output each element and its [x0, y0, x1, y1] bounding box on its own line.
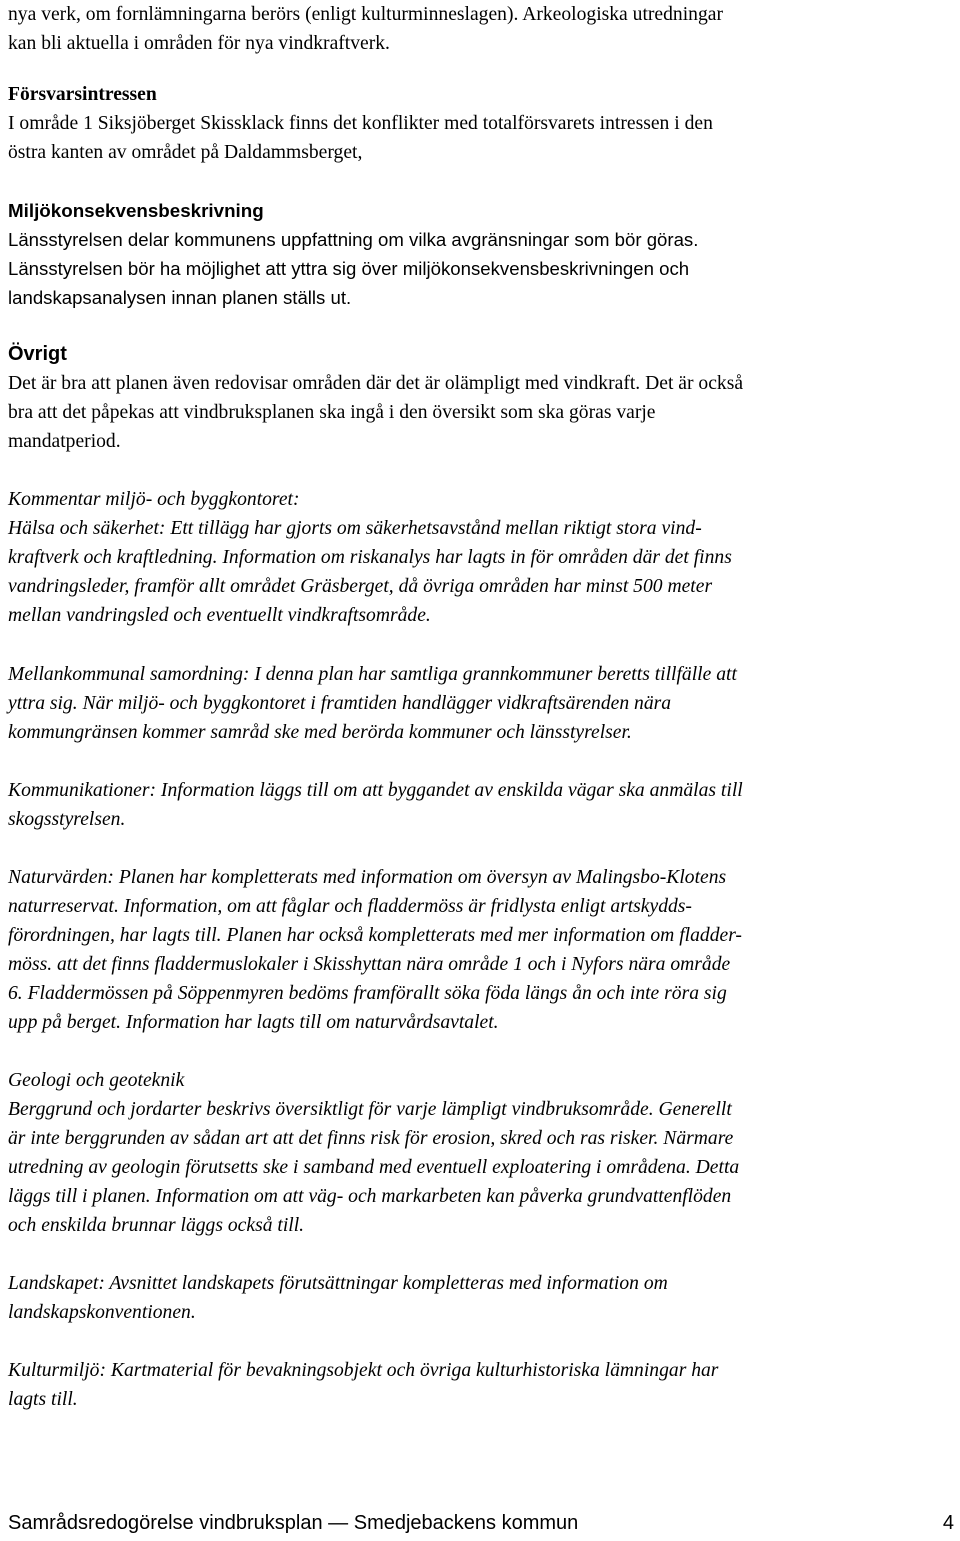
mellankommunal-paragraph: Mellankommunal samordning: I denna plan har samtliga grannkommuner beretts tillfälle att yttra sig. När miljö- och byggkontoret i framtiden handlägger vidkraftsärenden nära kommungränsen kommer samråd ske med berörda kommuner och länsstyrelser. [8, 664, 737, 743]
footer-title: Samrådsredogörelse vindbruksplan — Smedjebackens kommun [8, 1512, 579, 1534]
intro-paragraph: nya verk, om fornlämningarna berörs (enligt kulturminneslagen). Arkeologiska utredningar kan bli aktuella i områden för nya vindkraftverk. [8, 4, 723, 54]
kommentar-halsa-paragraph: Hälsa och säkerhet: Ett tillägg har gjorts om säkerhetsavstånd mellan riktigt stora vind- kraftverk och kraftledning. Information om riskanalys har lagts in för områden där det finns vandringsleder, framför allt området Gräsberget, då övriga områden har minst 500 meter mellan vandringsled och eventuellt vindkraftsområde. [8, 518, 732, 626]
forsvar-paragraph: I område 1 Siksjöberget Skissklack finns det konflikter med totalförsvarets intressen i den östra kanten av området på Daldammsberget, [8, 113, 713, 163]
geologi-section [8, 1066, 739, 1240]
ovrigt-section [8, 340, 743, 456]
forsvar-heading: Försvarsintressen [8, 84, 157, 105]
naturvarden-section [8, 863, 742, 1037]
landskapet-section [8, 1269, 668, 1327]
page-number: 4 [942, 1512, 954, 1534]
ovrigt-heading: Övrigt [8, 343, 67, 365]
kommunikationer-paragraph: Kommunikationer: Information läggs till om att byggandet av enskilda vägar ska anmälas till skogsstyrelsen. [8, 780, 743, 830]
page-footer [8, 1509, 954, 1538]
forsvar-section [8, 80, 713, 167]
landskapet-paragraph: Landskapet: Avsnittet landskapets förutsättningar kompletteras med information om landskapskonventionen. [8, 1273, 668, 1323]
geologi-heading: Geologi och geoteknik [8, 1070, 185, 1091]
ovrigt-paragraph: Det är bra att planen även redovisar områden där det är olämpligt med vindkraft. Det är också bra att det påpekas att vindbruksplanen ska ingå i den översikt som ska göras varje mandatperiod. [8, 373, 744, 452]
geologi-paragraph: Berggrund och jordarter beskrivs översiktligt för varje lämpligt vindbruksområde. Generellt är inte berggrunden av sådan art att det finns risk för erosion, skred och ras risker. Närmare utredning av geologin förutsetts ske i samband med eventuell exploatering i områdena. Detta läggs till i planen. Information om att väg- och markarbeten kan påverka grundvattenflöden och enskilda brunnar läggs också till. [8, 1099, 740, 1236]
kommentar-heading: Kommentar miljö- och byggkontoret: [8, 489, 300, 510]
kommentar-section [8, 485, 732, 630]
intro-section [8, 0, 723, 58]
naturvarden-paragraph: Naturvärden: Planen har kompletterats med information om översyn av Malingsbo-Klotens naturreservat. Information, om att fåglar och fladdermöss är fridlysta enligt artskydds- förordningen, har lagts till. Planen har också kompletterats med mer information om fladder- möss. att det finns fladdermuslokaler i Skisshyttan nära område 1 och i Nyfors nära område 6. Fladdermössen på Söppenmyren bedöms framförallt söka föda längs ån och inte röra sig upp på berget. Information har lagts till om naturvårdsavtalet. [8, 867, 742, 1033]
kulturmiljo-paragraph: Kulturmiljö: Kartmaterial för bevakningsobjekt och övriga kulturhistoriska lämningar har lagts till. [8, 1360, 719, 1410]
mkb-section [8, 196, 698, 312]
kommunikationer-section [8, 776, 743, 834]
mellankommunal-section [8, 660, 737, 747]
kulturmiljo-section [8, 1356, 718, 1414]
mkb-paragraph: Länsstyrelsen delar kommunens uppfattning om vilka avgränsningar som bör göras. Länsstyrelsen bör ha möjlighet att yttra sig över miljökonsekvensbeskrivningen och landskapsanalysen innan planen ställs ut. [8, 229, 699, 308]
mkb-heading: Miljökonsekvensbeskrivning [8, 200, 264, 221]
